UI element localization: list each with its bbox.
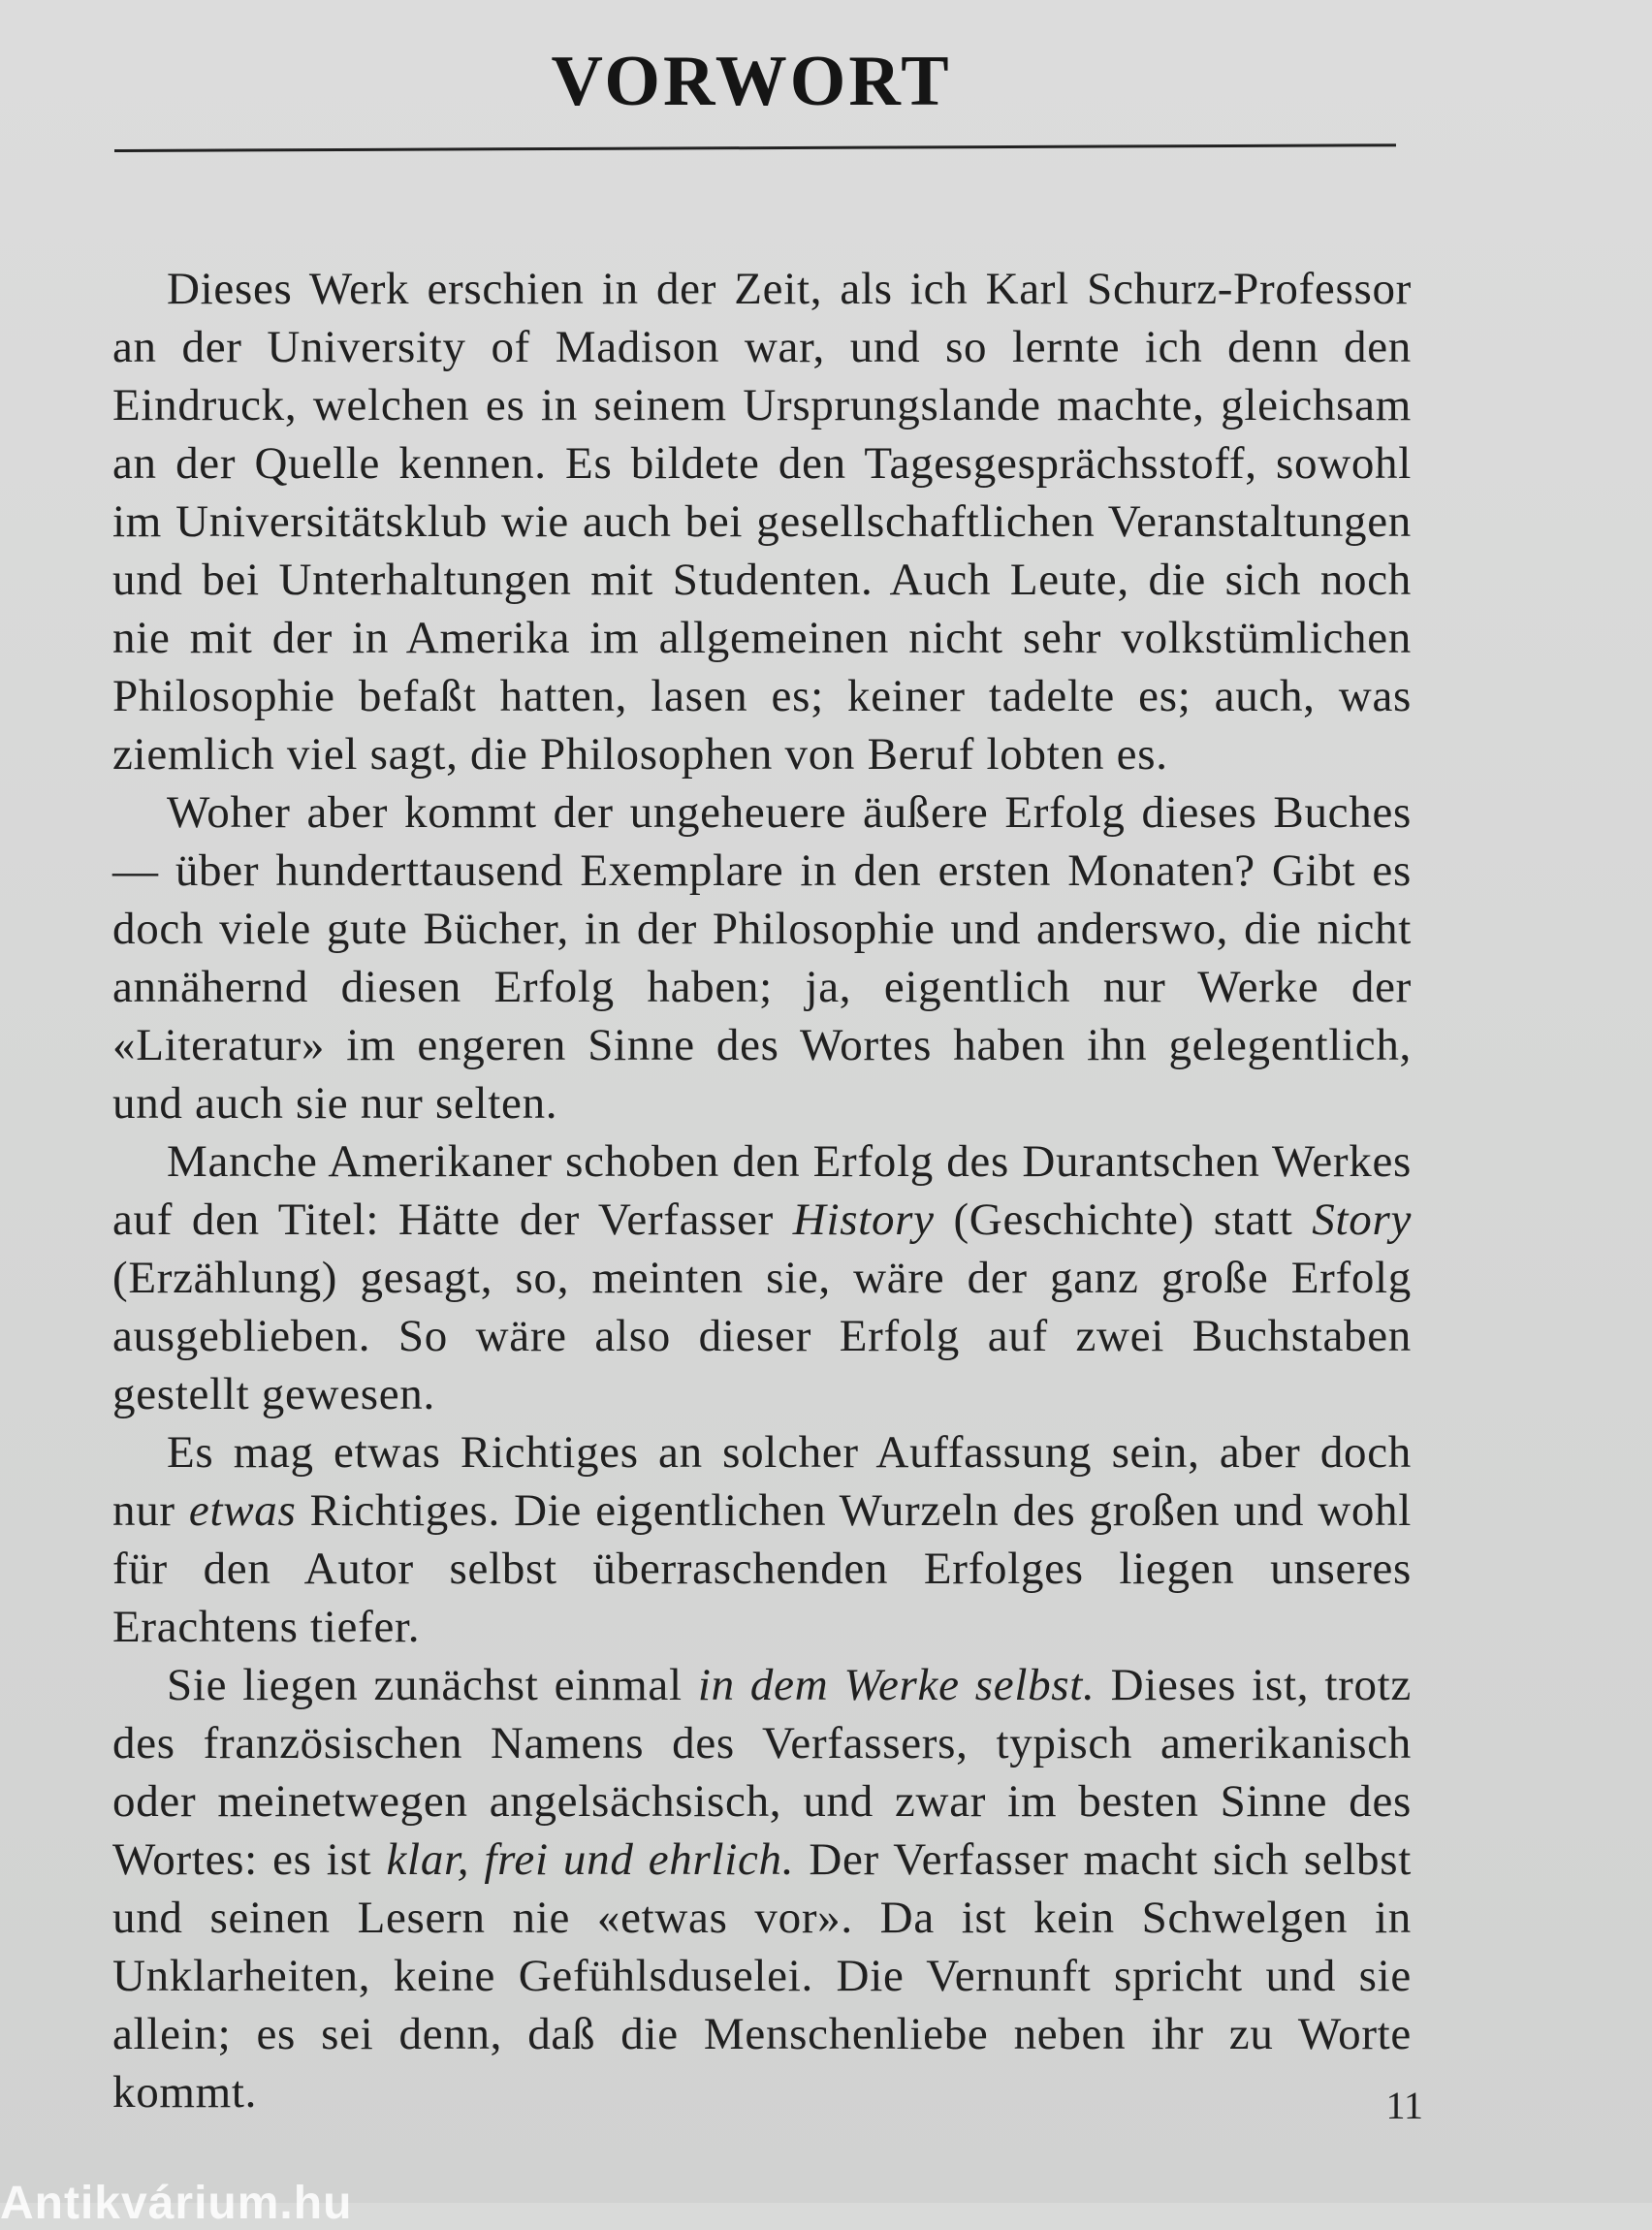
- watermark: Antikvárium.hu: [0, 2178, 353, 2229]
- paragraph-3-text-c: (Geschichte) statt: [934, 1195, 1313, 1245]
- paragraph-4-text-a: Es mag etwas Richtiges an solcher Auffassung sein, aber doch nur: [112, 1427, 1412, 1536]
- paragraph-3-emphasis-story: Story: [1312, 1195, 1413, 1245]
- paragraph-5-emphasis-werke: in dem Werke selbst.: [697, 1660, 1096, 1710]
- paragraph-4-emphasis-etwas: etwas: [188, 1485, 297, 1536]
- paragraph-4: [112, 1423, 1412, 1656]
- page-number: 11: [1385, 2084, 1423, 2127]
- paragraph-2: Woher aber kommt der ungeheuere äußere Erfolg dieses Buches — über hunderttausend Exemplare in den ersten Monaten? Gibt es doch viele gute Bücher, in der Philosophie und anderswo, die nicht annähernd diesen Erfolg haben; ja, eigentlich nur Werke der «Literatur» im engeren Sinne des Wortes haben ihn gelegentlich, und auch sie nur selten.: [112, 787, 1412, 1129]
- paragraph-5-text-e: Der Verfasser macht sich selbst und seinen Lesern nie «etwas vor». Da ist kein Schwelgen in Unklarheiten, keine Gefühlsduselei. Die Vernunft spricht und sie allein; es sei denn, daß die Menschenliebe neben ihr zu Worte kommt.: [112, 1834, 1412, 2118]
- paragraph-3-text-a: Manche Amerikaner schoben den Erfolg des Durantschen Werkes auf den Titel: Hätte der Verfasser: [112, 1136, 1412, 1245]
- paragraph-3: [112, 1132, 1412, 1423]
- paragraph-3-text-e: (Erzählung) gesagt, so, meinten sie, wäre der ganz große Erfolg ausgeblieben. So wäre also dieser Erfolg auf zwei Buchstaben gestellt gewesen.: [112, 1253, 1412, 1419]
- paragraph-5: [112, 1656, 1412, 2121]
- paragraph-3-emphasis-history: History: [792, 1195, 935, 1245]
- paragraph-4-text-c: Richtiges. Die eigentlichen Wurzeln des großen und wohl für den Autor selbst überraschenden Erfolges liegen unseres Erachtens tiefer.: [112, 1485, 1412, 1652]
- title-rule: [114, 143, 1396, 152]
- page-title: VORWORT: [551, 42, 952, 121]
- paragraph-5-text-a: Sie liegen zunächst einmal: [167, 1660, 698, 1710]
- paragraph-5-emphasis-klar: klar, frei und ehrlich.: [386, 1834, 795, 1885]
- paragraph-5-text-c: Dieses ist, trotz des französischen Namens des Verfassers, typisch amerikanisch oder meinetwegen angelsächsisch, und zwar im besten Sinne des Wortes: es ist: [112, 1660, 1412, 1885]
- paragraph-1: Dieses Werk erschien in der Zeit, als ich Karl Schurz-Professor an der University of Madison war, und so lernte ich denn den Eindruck, welchen es in seinem Ursprungslande machte, gleichsam an der Quelle kennen. Es bildete den Tagesgesprächsstoff, sowohl im Universitätsklub wie auch bei gesellschaftlichen Veranstaltungen und bei Unterhaltungen mit Studenten. Auch Leute, die sich noch nie mit der in Amerika im allgemeinen nicht sehr volkstümlichen Philosophie befaßt hatten, lasen es; keiner tadelte es; auch, was ziemlich viel sagt, die Philosophen von Beruf lobten es.: [112, 264, 1412, 780]
- page-body: [112, 260, 1412, 2121]
